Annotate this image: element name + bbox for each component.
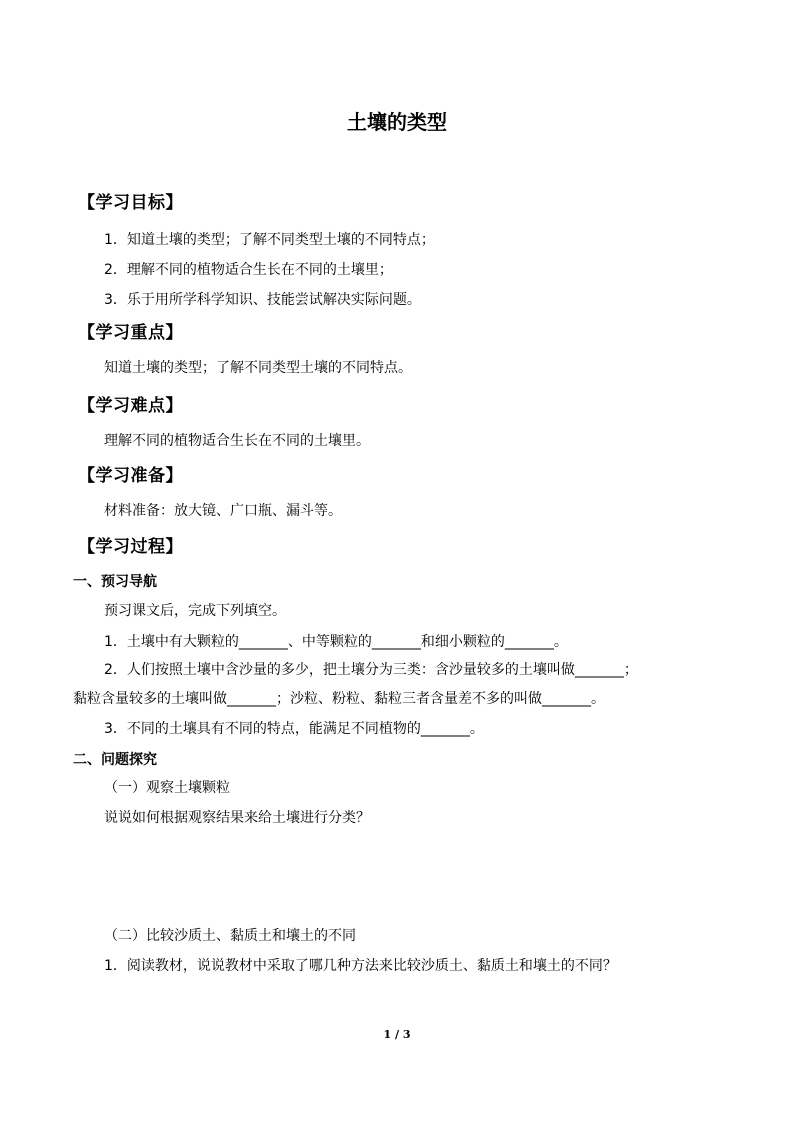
difficulty-heading: 【学习难点】: [78, 396, 183, 416]
key-text: 知道土壤的类型；了解不同类型土壤的不同特点。: [104, 360, 412, 376]
goal-item-3: 3．乐于用所学科学知识、技能尝试解决实际问题。: [104, 292, 421, 308]
part2-heading: 二、问题探究: [73, 752, 157, 768]
part1-intro: 预习课文后，完成下列填空。: [104, 603, 286, 619]
process-heading: 【学习过程】: [78, 537, 183, 557]
part2-sub1: （一）观察土壤颗粒: [104, 780, 230, 796]
prep-heading: 【学习准备】: [78, 466, 183, 486]
prep-text: 材料准备：放大镜、广口瓶、漏斗等。: [104, 503, 342, 519]
part2-sub1-question: 说说如何根据观察结果来给土壤进行分类？: [104, 810, 370, 826]
part1-heading: 一、预习导航: [73, 574, 157, 590]
goal-item-1: 1．知道土壤的类型；了解不同类型土壤的不同特点；: [104, 232, 435, 248]
fill-question-3: 3．不同的土壤具有不同的特点，能满足不同植物的_______。: [104, 721, 484, 737]
fill-question-1: 1．土壤中有大颗粒的_______、中等颗粒的_______和细小颗粒的_______。: [104, 634, 568, 650]
goals-heading: 【学习目标】: [78, 193, 183, 213]
fill-question-2-line2: 黏粒含量较多的土壤叫做_______；沙粒、粉粒、黏粒三者含量差不多的叫做_______。: [73, 691, 605, 707]
part2-sub2: （二）比较沙质土、黏质土和壤土的不同: [104, 928, 356, 944]
difficulty-text: 理解不同的植物适合生长在不同的土壤里。: [104, 433, 370, 449]
key-heading: 【学习重点】: [78, 323, 183, 343]
fill-question-2-line1: 2．人们按照土壤中含沙量的多少，把土壤分为三类：含沙量较多的土壤叫做_______；: [104, 662, 638, 678]
goal-item-2: 2．理解不同的植物适合生长在不同的土壤里；: [104, 262, 393, 278]
page-title: 土壤的类型: [347, 110, 447, 134]
page-number: 1 / 3: [383, 1028, 411, 1041]
part2-sub2-question-1: 1．阅读教材，说说教材中采取了哪几种方法来比较沙质土、黏质土和壤土的不同？: [104, 958, 617, 974]
